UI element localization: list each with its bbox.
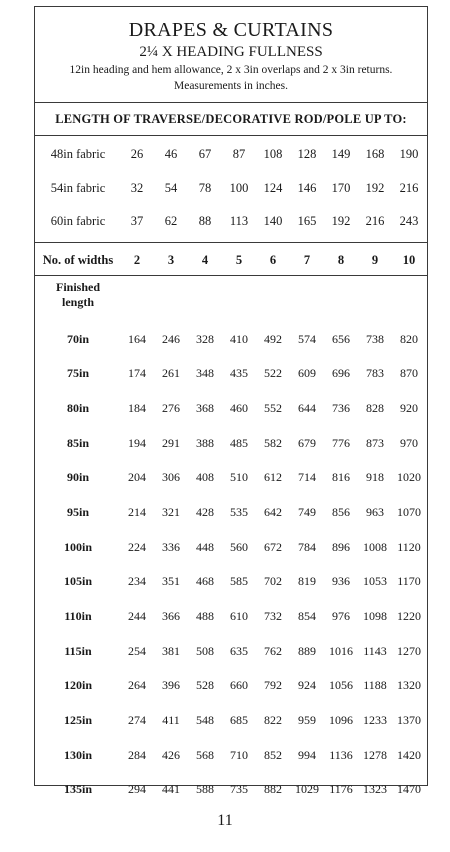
length-cell: 588 [196, 782, 214, 797]
length-cell: 854 [298, 609, 316, 623]
length-row [35, 356, 427, 391]
length-cell: 274 [128, 713, 146, 728]
length-label: 85in [66, 435, 89, 450]
length-cell: 448 [196, 539, 214, 554]
widths-cell: 2 [133, 252, 141, 267]
length-cell: 460 [230, 400, 248, 415]
length-cell: 1096 [329, 713, 353, 728]
length-cell: 1170 [397, 574, 421, 589]
page-subtitle: 2¼ X HEADING FULLNESS [139, 44, 323, 60]
length-cell: 732 [264, 609, 282, 623]
length-cell: 749 [298, 504, 316, 519]
length-cell: 1053 [363, 574, 387, 589]
length-row [35, 391, 427, 426]
fabric-cell: 146 [297, 180, 317, 195]
length-cell: 435 [230, 366, 248, 381]
length-cell: 873 [366, 435, 384, 450]
length-label: 115in [64, 643, 92, 658]
length-cell: 1136 [329, 747, 353, 762]
length-label: 110in [64, 609, 92, 623]
length-cell: 1016 [329, 643, 353, 658]
length-cell: 336 [162, 539, 180, 554]
fabric-row [35, 172, 427, 206]
length-row [35, 495, 427, 530]
length-row [35, 460, 427, 495]
length-cell: 1270 [397, 643, 421, 658]
length-cell: 224 [128, 539, 146, 554]
length-cell: 306 [162, 470, 180, 485]
length-cell: 1470 [397, 782, 421, 797]
page-title: DRAPES & CURTAINS [128, 19, 334, 41]
length-cell: 408 [196, 470, 214, 485]
length-cell: 882 [264, 782, 282, 797]
length-cell: 441 [162, 782, 180, 797]
length-cell: 1420 [397, 747, 421, 762]
fabric-cell: 113 [229, 214, 249, 228]
length-label: 95in [66, 504, 89, 519]
length-row [35, 564, 427, 599]
length-cell: 321 [162, 504, 180, 519]
fabric-cell: 216 [365, 214, 385, 228]
length-cell: 1233 [363, 713, 387, 728]
fabric-cell: 140 [263, 214, 283, 228]
length-cell: 735 [230, 782, 248, 797]
length-cell: 852 [264, 747, 282, 762]
length-label: 90in [66, 470, 89, 485]
widths-cell: 4 [201, 252, 209, 267]
fabric-cell: 170 [331, 180, 351, 195]
finished-length-heading [35, 276, 427, 322]
fabric-cell: 108 [263, 147, 283, 161]
length-cell: 1320 [397, 678, 421, 693]
length-cell: 784 [298, 539, 316, 554]
length-cell: 820 [400, 331, 418, 346]
length-cell: 552 [264, 400, 282, 415]
length-cell: 291 [162, 435, 180, 450]
length-cell: 264 [128, 678, 146, 693]
length-cell: 822 [264, 713, 282, 728]
widths-cell: 6 [269, 252, 277, 267]
length-cell: 1370 [397, 713, 421, 728]
length-cell: 388 [196, 435, 214, 450]
length-cell: 560 [230, 539, 248, 554]
length-label: 130in [63, 747, 92, 762]
fabric-label: 60in fabric [50, 214, 106, 228]
length-label: 70in [66, 331, 89, 346]
length-row [35, 322, 427, 357]
length-cell: 685 [230, 713, 248, 728]
length-cell: 1120 [397, 539, 421, 554]
length-cell: 426 [162, 747, 180, 762]
fabric-row [35, 138, 427, 172]
length-cell: 294 [128, 782, 146, 797]
length-cell: 366 [162, 609, 180, 623]
fabric-cell: 46 [164, 147, 178, 161]
length-cell: 522 [264, 366, 282, 381]
length-cell: 656 [332, 331, 350, 346]
fabric-cell: 124 [263, 180, 283, 195]
length-cell: 736 [332, 400, 350, 415]
fabric-cell: 78 [198, 180, 212, 195]
widths-cell: 5 [235, 252, 243, 267]
length-cell: 714 [298, 470, 316, 485]
length-cell: 510 [230, 470, 248, 485]
length-cell: 672 [264, 539, 282, 554]
fabric-rows [35, 136, 427, 239]
length-label: 75in [66, 366, 89, 381]
length-cell: 244 [128, 609, 146, 623]
length-label: 120in [63, 678, 92, 693]
length-cell: 184 [128, 400, 146, 415]
fabric-cell: 26 [130, 147, 144, 161]
length-cell: 1176 [329, 782, 353, 797]
length-cell: 246 [162, 331, 180, 346]
page-number: 11 [217, 812, 233, 829]
length-cell: 792 [264, 678, 282, 693]
length-cell: 710 [230, 747, 248, 762]
finished-label: Finished [55, 279, 100, 294]
length-cell: 381 [162, 643, 180, 658]
length-cell: 548 [196, 713, 214, 728]
length-cell: 528 [196, 678, 214, 693]
length-cell: 896 [332, 539, 350, 554]
fabric-cell: 243 [399, 214, 419, 228]
length-row [35, 772, 427, 807]
length-cell: 776 [332, 435, 350, 450]
length-cell: 1056 [329, 678, 353, 693]
length-cell: 644 [298, 400, 316, 415]
fabric-cell: 100 [229, 180, 249, 195]
widths-cell: 3 [167, 252, 175, 267]
fabric-cell: 67 [198, 147, 212, 161]
length-cell: 485 [230, 435, 248, 450]
length-cell: 994 [298, 747, 316, 762]
length-cell: 976 [332, 609, 350, 623]
widths-cell: 7 [303, 252, 311, 267]
length-cell: 610 [230, 609, 248, 623]
fabric-cell: 216 [399, 180, 419, 195]
length-cell: 1188 [363, 678, 387, 693]
length-cell: 254 [128, 643, 146, 658]
length-cell: 368 [196, 400, 214, 415]
length-cell: 411 [162, 713, 180, 728]
fabric-cell: 32 [130, 180, 144, 195]
length-cell: 816 [332, 470, 350, 485]
note-line-2: Measurements in inches. [173, 80, 288, 92]
length-cell: 642 [264, 504, 282, 519]
fabric-cell: 87 [232, 147, 246, 161]
fabric-cell: 37 [130, 214, 144, 228]
length-row [35, 703, 427, 738]
fabric-cell: 62 [164, 214, 178, 228]
length-cell: 889 [298, 643, 316, 658]
length-cell: 468 [196, 574, 214, 589]
length-cell: 1029 [295, 782, 319, 797]
length-cell: 920 [400, 400, 418, 415]
length-cell: 261 [162, 366, 180, 381]
length-rows [35, 322, 427, 808]
length-cell: 1020 [397, 470, 421, 485]
length-cell: 1323 [363, 782, 387, 797]
length-cell: 679 [298, 435, 316, 450]
length-cell: 918 [366, 470, 384, 485]
drapes-table [34, 6, 428, 797]
length-cell: 870 [400, 366, 418, 381]
length-row [35, 668, 427, 703]
length-cell: 276 [162, 400, 180, 415]
length-cell: 1220 [397, 609, 421, 623]
widths-cell: 9 [371, 252, 379, 267]
length-cell: 574 [298, 331, 316, 346]
length-cell: 204 [128, 470, 146, 485]
length-cell: 488 [196, 609, 214, 623]
length-cell: 1143 [363, 643, 387, 658]
length-cell: 396 [162, 678, 180, 693]
length-cell: 819 [298, 574, 316, 589]
fabric-cell: 192 [331, 214, 351, 228]
length-cell: 635 [230, 643, 248, 658]
length-cell: 214 [128, 504, 146, 519]
length-cell: 582 [264, 435, 282, 450]
widths-row [35, 242, 427, 276]
table-header [35, 7, 427, 103]
length-cell: 1008 [363, 539, 387, 554]
length-cell: 194 [128, 435, 146, 450]
length-row [35, 738, 427, 773]
length-cell: 164 [128, 331, 146, 346]
length-cell: 1070 [397, 504, 421, 519]
length-label: 135in [63, 782, 92, 797]
widths-label: No. of widths [42, 252, 114, 267]
length-label: 100in [63, 539, 92, 554]
length-cell: 856 [332, 504, 350, 519]
length-label: 80in [66, 400, 89, 415]
length-cell: 696 [332, 366, 350, 381]
length-cell: 535 [230, 504, 248, 519]
length-cell: 762 [264, 643, 282, 658]
length-cell: 612 [264, 470, 282, 485]
length-cell: 351 [162, 574, 180, 589]
length-cell: 783 [366, 366, 384, 381]
length-cell: 738 [366, 331, 384, 346]
fabric-cell: 54 [164, 180, 178, 195]
length-cell: 328 [196, 331, 214, 346]
length-label: length [61, 294, 94, 309]
length-label: 105in [63, 574, 92, 589]
length-cell: 174 [128, 366, 146, 381]
length-cell: 1278 [363, 747, 387, 762]
length-cell: 428 [196, 504, 214, 519]
length-cell: 963 [366, 504, 384, 519]
fabric-label: 48in fabric [50, 147, 106, 161]
fabric-cell: 88 [198, 214, 212, 228]
length-cell: 970 [400, 435, 418, 450]
fabric-cell: 128 [297, 147, 317, 161]
widths-cell: 10 [402, 252, 416, 267]
note-line-1: 12in heading and hem allowance, 2 x 3in overlaps and 2 x 3in returns. [69, 64, 393, 76]
traverse-heading: LENGTH OF TRAVERSE/DECORATIVE ROD/POLE UP TO: [35, 103, 427, 136]
length-cell: 609 [298, 366, 316, 381]
fabric-cell: 192 [365, 180, 385, 195]
length-cell: 702 [264, 574, 282, 589]
length-row [35, 634, 427, 669]
fabric-cell: 190 [399, 147, 419, 161]
length-cell: 924 [298, 678, 316, 693]
length-label: 125in [63, 713, 92, 728]
length-cell: 959 [298, 713, 316, 728]
length-cell: 936 [332, 574, 350, 589]
length-row [35, 599, 427, 634]
length-cell: 1098 [363, 609, 387, 623]
length-cell: 585 [230, 574, 248, 589]
length-cell: 284 [128, 747, 146, 762]
fabric-cell: 168 [365, 147, 385, 161]
length-cell: 410 [230, 331, 248, 346]
length-cell: 348 [196, 366, 214, 381]
fabric-cell: 165 [297, 214, 317, 228]
widths-cell: 8 [337, 252, 345, 267]
length-row [35, 426, 427, 461]
length-cell: 568 [196, 747, 214, 762]
length-cell: 508 [196, 643, 214, 658]
length-cell: 828 [366, 400, 384, 415]
length-cell: 660 [230, 678, 248, 693]
length-row [35, 530, 427, 565]
length-cell: 492 [264, 331, 282, 346]
length-cell: 234 [128, 574, 146, 589]
fabric-row [35, 205, 427, 239]
fabric-label: 54in fabric [50, 180, 106, 195]
fabric-cell: 149 [331, 147, 351, 161]
